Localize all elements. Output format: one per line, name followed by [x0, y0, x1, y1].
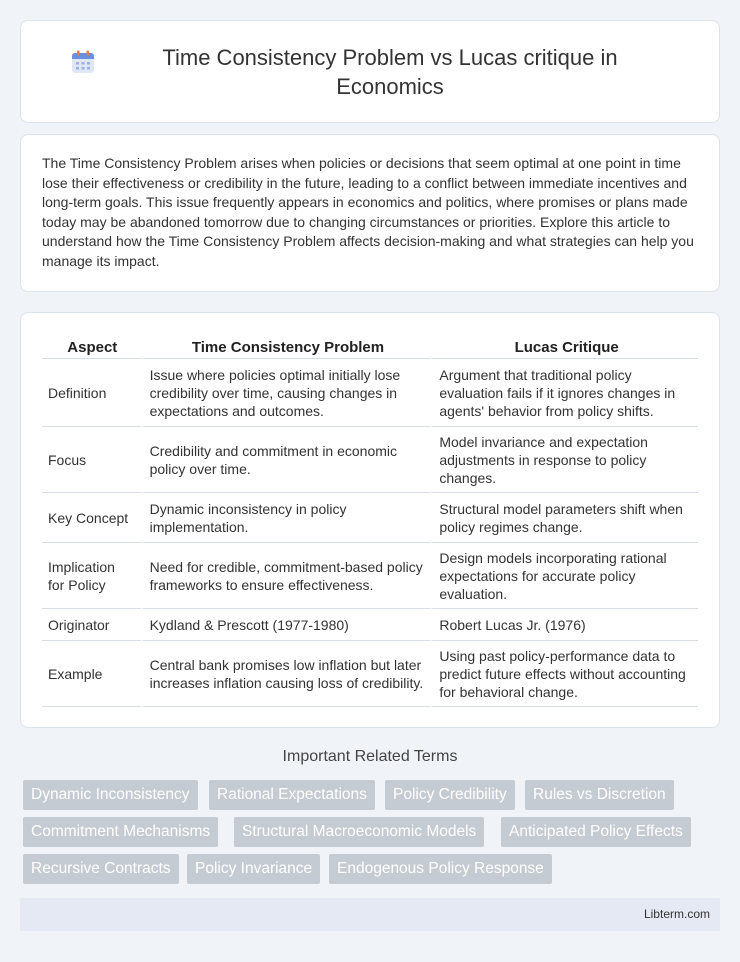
comparison-table — [42, 333, 698, 707]
tag-structural-macroeconomic-models[interactable]: Structural Macroeconomic Models — [234, 817, 484, 847]
row-aspect: Originator — [42, 609, 141, 641]
row-time-consistency: Dynamic inconsistency in policy implementation. — [141, 493, 431, 543]
table-row — [42, 641, 698, 707]
table-row — [42, 359, 698, 427]
row-time-consistency: Kydland & Prescott (1977-1980) — [141, 609, 431, 641]
row-lucas-critique: Robert Lucas Jr. (1976) — [430, 609, 698, 641]
row-lucas-critique: Argument that traditional policy evaluation fails if it ignores changes in agents' behavior from policy shifts. — [430, 359, 698, 427]
title-wrap — [70, 43, 670, 101]
row-aspect: Key Concept — [42, 493, 141, 543]
tag-rules-vs-discretion[interactable]: Rules vs Discretion — [525, 780, 674, 810]
table-row — [42, 543, 698, 609]
row-time-consistency: Credibility and commitment in economic policy over time. — [141, 427, 431, 493]
table-header-row — [42, 333, 698, 359]
header-lucas-critique: Lucas Critique — [430, 333, 698, 359]
header-time-consistency: Time Consistency Problem — [141, 333, 431, 359]
row-lucas-critique: Model invariance and expectation adjustments in response to policy changes. — [430, 427, 698, 493]
row-time-consistency: Central bank promises low inflation but later increases inflation causing loss of credibility. — [141, 641, 431, 707]
row-lucas-critique: Design models incorporating rational expectations for accurate policy evaluation. — [430, 543, 698, 609]
row-aspect: Example — [42, 641, 141, 707]
row-lucas-critique: Using past policy-performance data to predict future effects without accounting for behavioral change. — [430, 641, 698, 707]
intro-paragraph: The Time Consistency Problem arises when policies or decisions that seem optimal at one point in time lose their effectiveness or credibility in the future, leading to a conflict between immediate incentives and long-term goals. This issue frequently appears in economics and politics, where promises or plans made today may be abandoned tomorrow due to changing circumstances or priorities. Explore this article to understand how the Time Consistency Problem affects decision-making and what strategies can help you manage its impact. — [42, 155, 694, 269]
tag-dynamic-inconsistency[interactable]: Dynamic Inconsistency — [23, 780, 198, 810]
tag-policy-credibility[interactable]: Policy Credibility — [385, 780, 515, 810]
intro-card — [20, 134, 720, 292]
comparison-table-card — [20, 312, 720, 728]
tag-commitment-mechanisms[interactable]: Commitment Mechanisms — [23, 817, 218, 847]
tag-anticipated-policy-effects[interactable]: Anticipated Policy Effects — [501, 817, 691, 847]
table-row — [42, 427, 698, 493]
page-title: Time Consistency Problem vs Lucas critique in Economics — [162, 44, 618, 99]
title-card — [20, 20, 720, 123]
row-aspect: Implication for Policy — [42, 543, 141, 609]
tag-rational-expectations[interactable]: Rational Expectations — [209, 780, 375, 810]
row-time-consistency: Need for credible, commitment-based policy frameworks to ensure effectiveness. — [141, 543, 431, 609]
row-aspect: Definition — [42, 359, 141, 427]
row-lucas-critique: Structural model parameters shift when policy regimes change. — [430, 493, 698, 543]
calendar-icon — [70, 49, 96, 75]
table-row — [42, 493, 698, 543]
tag-recursive-contracts[interactable]: Recursive Contracts — [23, 854, 179, 884]
tag-policy-invariance[interactable]: Policy Invariance — [187, 854, 320, 884]
row-aspect: Focus — [42, 427, 141, 493]
row-time-consistency: Issue where policies optimal initially lose credibility over time, causing changes in expectations and outcomes. — [141, 359, 431, 427]
related-terms-title: Important Related Terms — [282, 748, 458, 765]
footer-site-link[interactable]: Libterm.com — [643, 907, 710, 921]
table-row — [42, 609, 698, 641]
tag-endogenous-policy-response[interactable]: Endogenous Policy Response — [329, 854, 552, 884]
header-aspect: Aspect — [42, 333, 141, 359]
footer — [20, 898, 720, 931]
